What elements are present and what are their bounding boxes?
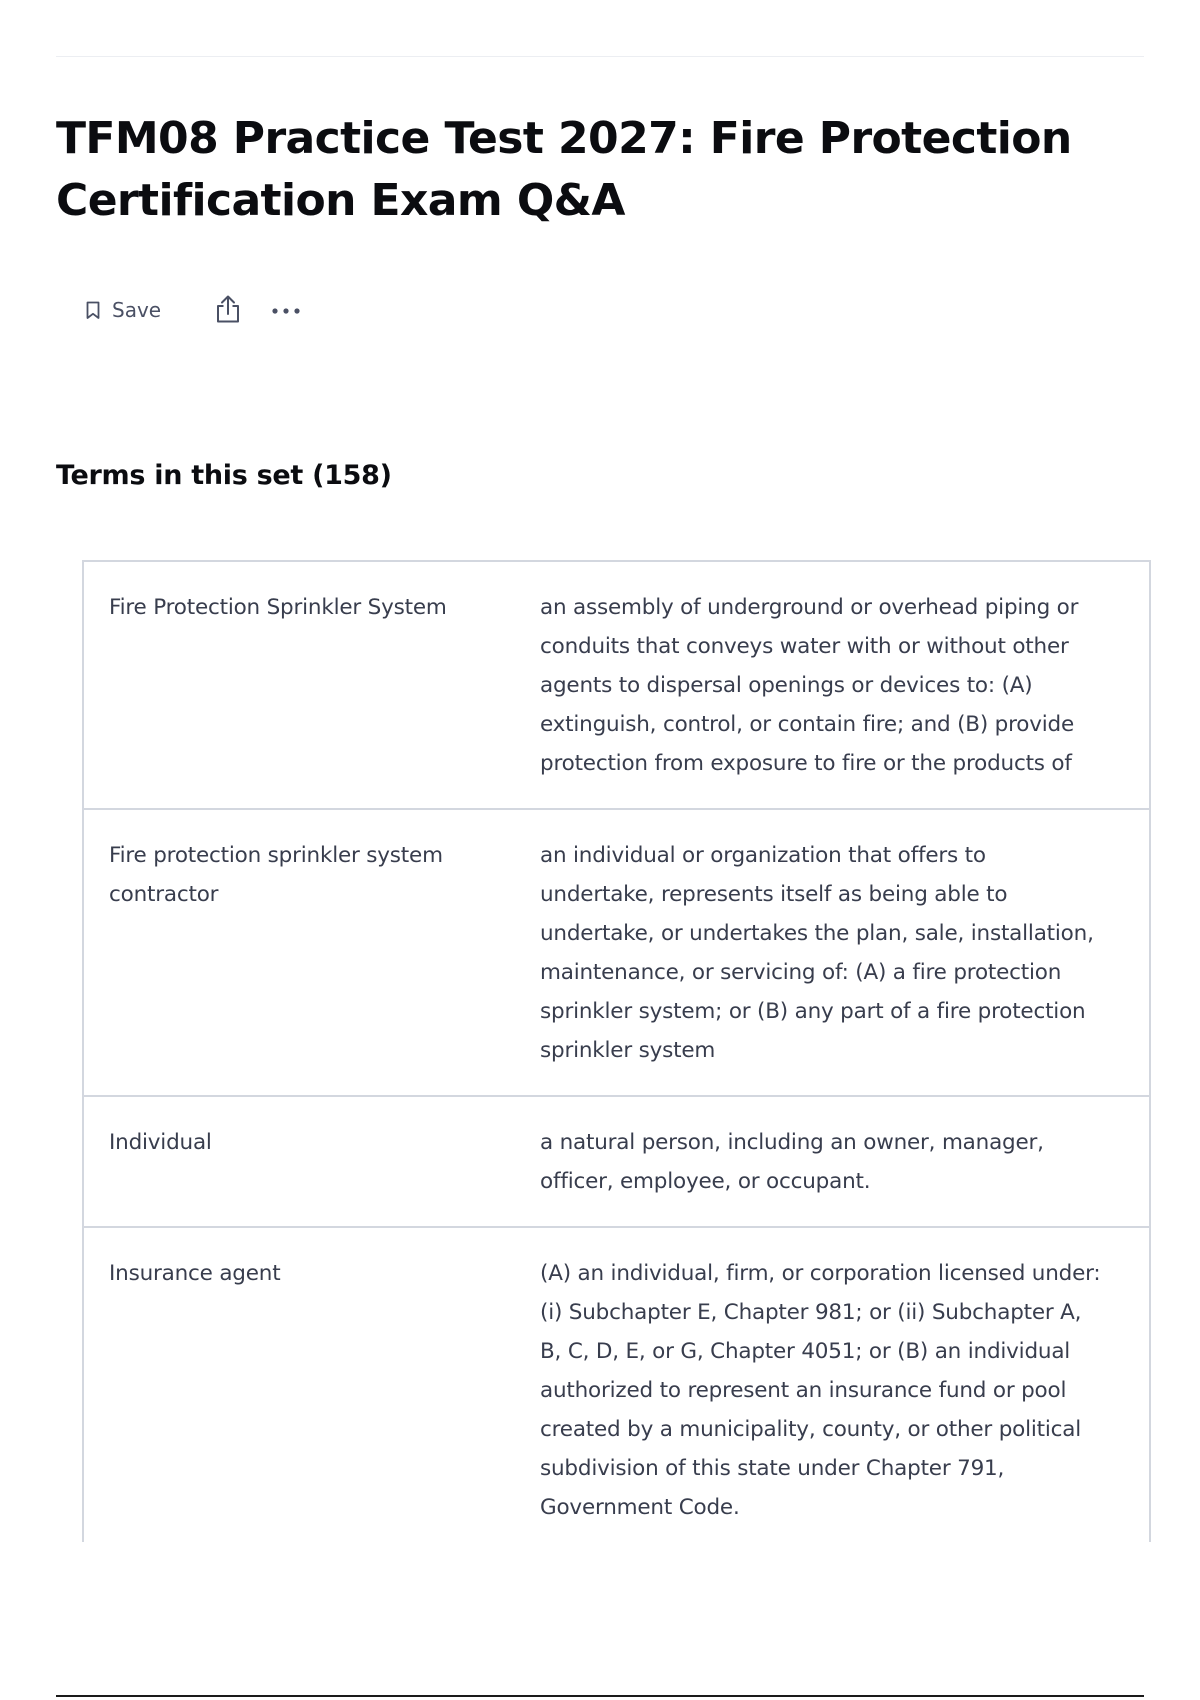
term-text: Fire Protection Sprinkler System xyxy=(109,595,447,620)
term-row xyxy=(84,810,1149,1097)
term-row xyxy=(84,562,1149,810)
definition-text: an individual or organization that offers to undertake, represents itself as being able to undertake, or undertakes the plan, sale, installation, maintenance, or servicing of: (A) a fire protection sprinkler system; or (B) any part of a fire protection sprinkler system xyxy=(540,843,1094,1063)
more-options-button[interactable] xyxy=(271,303,301,318)
share-icon xyxy=(215,294,241,327)
definition-text: an assembly of underground or overhead piping or conduits that conveys water with or without other agents to dispersal openings or devices to: (A) extinguish, control, or contain fire; and (B) provide protection from exposure to fire or the products of xyxy=(540,595,1079,776)
terms-table xyxy=(82,560,1151,1542)
term-row xyxy=(84,1228,1149,1542)
term-text: Fire protection sprinkler system contractor xyxy=(109,843,443,907)
term-text: Insurance agent xyxy=(109,1261,281,1286)
page-title: TFM08 Practice Test 2027: Fire Protection Certification Exam Q&A xyxy=(56,113,1072,226)
definition-text: a natural person, including an owner, manager, officer, employee, or occupant. xyxy=(540,1130,1044,1194)
save-label: Save xyxy=(112,298,162,322)
bottom-divider xyxy=(56,1695,1144,1697)
top-divider xyxy=(56,56,1144,57)
bookmark-icon xyxy=(86,301,100,320)
save-button[interactable] xyxy=(86,298,161,322)
terms-heading: Terms in this set (158) xyxy=(56,460,392,491)
share-button[interactable] xyxy=(215,294,241,327)
action-bar xyxy=(86,290,301,330)
term-text: Individual xyxy=(109,1130,212,1155)
term-row xyxy=(84,1097,1149,1228)
more-horizontal-icon xyxy=(271,303,301,318)
definition-text: (A) an individual, firm, or corporation licensed under: (i) Subchapter E, Chapter 981; or (ii) Subchapter A, B, C, D, E, or G, Chapter 4051; or (B) an individual authorized to represent an insurance fund or pool created by a municipality, county, or other political subdivision of this state under Chapter 791, Government Code. xyxy=(540,1261,1101,1520)
